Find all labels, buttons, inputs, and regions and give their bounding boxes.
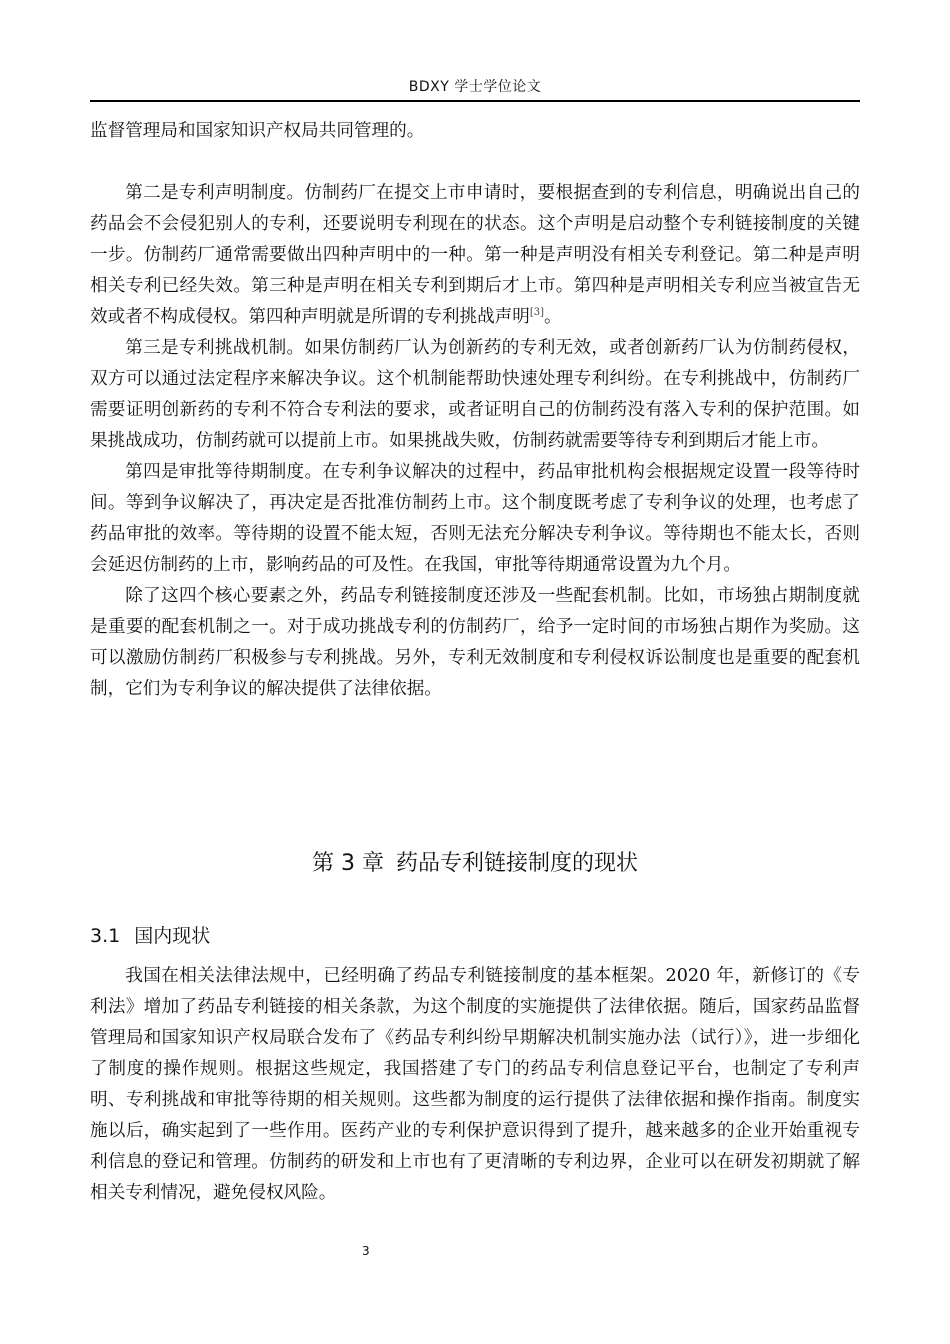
section-title: 国内现状 — [134, 925, 211, 947]
page-number: 3 — [362, 1244, 370, 1258]
citation-reference: [3] — [529, 307, 545, 318]
paragraph-continued: 监督管理局和国家知识产权局共同管理的。 — [90, 121, 425, 141]
paragraph-end: 。 — [544, 307, 562, 327]
paragraph-text: 第二是专利声明制度。仿制药厂在提交上市申请时，要根据查到的专利信息，明确说出自己的药品会不会侵犯别人的专利，还要说明专利现在的状态。这个声明是启动整个专利链接制度的关键一步。仿制药厂通常需要做出四种声明中的一种。第一种是声明没有相关专利登记。第二种是声明相关专利已经失效。第三种是声明在相关专利到期后才上市。第四种是声明相关专利应当被宣告无效或者不构成侵权。第四种声明就是所谓的专利挑战声明 — [90, 183, 860, 327]
paragraph-patent-declaration — [90, 178, 860, 333]
body-text-bottom — [90, 961, 860, 1209]
paragraph-supporting-mechanisms: 除了这四个核心要素之外，药品专利链接制度还涉及一些配套机制。比如，市场独占期制度就是重要的配套机制之一。对于成功挑战专利的仿制药厂，给予一定时间的市场独占期作为奖励。这可以激励仿制药厂积极参与专利挑战。另外，专利无效制度和专利侵权诉讼制度也是重要的配套机制，它们为专利争议的解决提供了法律依据。 — [90, 586, 860, 699]
running-header: BDXY 学士学位论文 — [408, 79, 542, 95]
paragraph-waiting-period: 第四是审批等待期制度。在专利争议解决的过程中，药品审批机构会根据规定设置一段等待时间。等到争议解决了，再决定是否批准仿制药上市。这个制度既考虑了专利争议的处理，也考虑了药品审批的效率。等待期的设置不能太短，否则无法充分解决专利争议。等待期也不能太长，否则会延迟仿制药的上市，影响药品的可及性。在我国，审批等待期通常设置为九个月。 — [90, 462, 860, 575]
chapter-number: 第 3 章 — [312, 851, 384, 876]
header-rule — [90, 100, 860, 102]
paragraph-gap — [90, 147, 860, 178]
body-text-top — [90, 116, 860, 705]
chapter-heading — [0, 846, 950, 877]
section-heading — [90, 921, 210, 948]
paragraph-domestic-status: 我国在相关法律法规中，已经明确了药品专利链接制度的基本框架。2020 年，新修订的《专利法》增加了药品专利链接的相关条款，为这个制度的实施提供了法律依据。随后，国家药品监督管理局和国家知识产权局联合发布了《药品专利纠纷早期解决机制实施办法（试行）》，进一步细化了制度的操作规则。根据这些规定，我国搭建了专门的药品专利信息登记平台，也制定了专利声明、专利挑战和审批等待期的相关规则。这些都为制度的运行提供了法律依据和操作指南。制度实施以后，确实起到了一些作用。医药产业的专利保护意识得到了提升，越来越多的企业开始重视专利信息的登记和管理。仿制药的研发和上市也有了更清晰的专利边界，企业可以在研发初期就了解相关专利情况，避免侵权风险。 — [90, 966, 860, 1203]
section-number: 3.1 — [90, 925, 121, 947]
paragraph-patent-challenge: 第三是专利挑战机制。如果仿制药厂认为创新药的专利无效，或者创新药厂认为仿制药侵权，双方可以通过法定程序来解决争议。这个机制能帮助快速处理专利纠纷。在专利挑战中，仿制药厂需要证明创新药的专利不符合专利法的要求，或者证明自己的仿制药没有落入专利的保护范围。如果挑战成功，仿制药就可以提前上市。如果挑战失败，仿制药就需要等待专利到期后才能上市。 — [90, 338, 860, 451]
chapter-title: 药品专利链接制度的现状 — [395, 851, 638, 876]
